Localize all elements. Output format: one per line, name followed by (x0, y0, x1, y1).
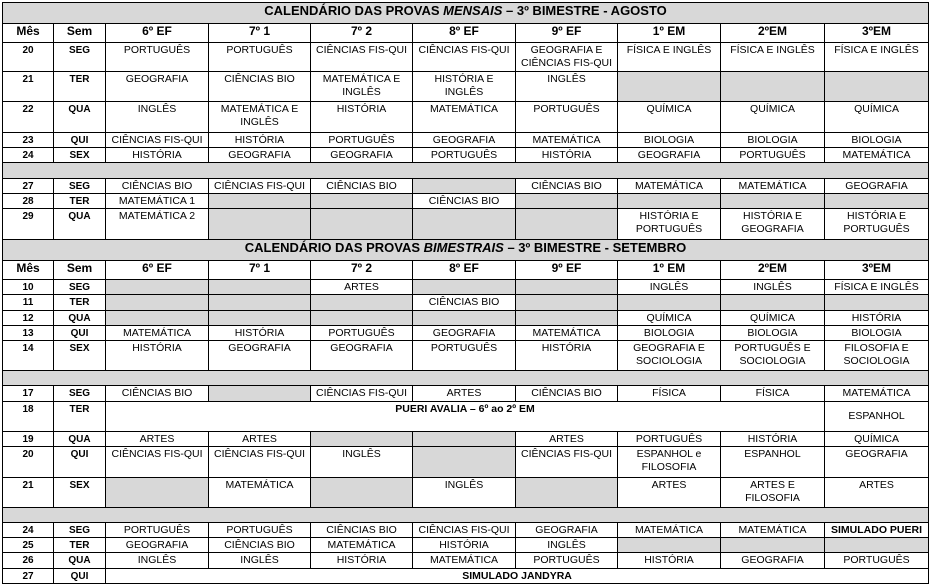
empty-cell (721, 538, 825, 553)
day-number: 28 (3, 194, 54, 209)
exam-cell: FILOSOFIA E SOCIOLOGIA (825, 340, 929, 370)
exam-cell: PORTUGUÊS (413, 147, 516, 162)
exam-cell: FÍSICA (618, 386, 721, 401)
section-title-text: CALENDÁRIO DAS PROVAS (264, 3, 444, 18)
day-number: 20 (3, 447, 54, 477)
exam-cell: HISTÓRIA (618, 553, 721, 568)
day-number: 24 (3, 523, 54, 538)
day-number: 12 (3, 310, 54, 325)
empty-cell (106, 477, 209, 507)
day-row (3, 386, 929, 401)
weekday: SEG (54, 280, 106, 295)
empty-cell (825, 295, 929, 310)
exam-cell: GEOGRAFIA (825, 447, 929, 477)
exam-cell: CIÊNCIAS FIS-QUI (311, 43, 413, 71)
day-row (3, 538, 929, 553)
weekday: SEG (54, 386, 106, 401)
exam-cell: MATEMÁTICA (516, 325, 618, 340)
column-header-row (3, 24, 929, 43)
exam-cell: INGLÊS (413, 477, 516, 507)
empty-cell (721, 295, 825, 310)
exam-cell: GEOGRAFIA (311, 340, 413, 370)
empty-cell (413, 179, 516, 194)
exam-cell: MATEMÁTICA (618, 179, 721, 194)
day-number: 17 (3, 386, 54, 401)
exam-cell: INGLÊS (516, 538, 618, 553)
section-title-italic: BIMESTRAIS (423, 239, 504, 255)
exam-cell: QUÍMICA (721, 102, 825, 132)
exam-cell: GEOGRAFIA (209, 147, 311, 162)
exam-cell: ARTES (413, 386, 516, 401)
column-header: Mês (3, 261, 54, 280)
empty-cell (209, 386, 311, 401)
exam-cell: GEOGRAFIA (311, 147, 413, 162)
empty-cell (413, 310, 516, 325)
weekday: QUA (54, 431, 106, 446)
empty-cell (516, 477, 618, 507)
day-row (3, 447, 929, 477)
day-row (3, 477, 929, 507)
day-number: 13 (3, 325, 54, 340)
exam-cell: PORTUGUÊS E SOCIOLOGIA (721, 340, 825, 370)
exam-cell: CIÊNCIAS FIS-QUI (516, 447, 618, 477)
column-header: 7º 2 (311, 261, 413, 280)
empty-cell (311, 194, 413, 209)
column-header: 7º 2 (311, 24, 413, 43)
section-title (3, 3, 929, 24)
weekday: QUA (54, 102, 106, 132)
exam-cell: MATEMÁTICA 2 (106, 209, 209, 239)
exam-cell: GEOGRAFIA (209, 340, 311, 370)
exam-cell: CIÊNCIAS BIO (106, 179, 209, 194)
exam-cell: CIÊNCIAS BIO (516, 179, 618, 194)
column-header: Sem (54, 261, 106, 280)
exam-cell: ARTES (618, 477, 721, 507)
exam-cell: MATEMÁTICA (618, 523, 721, 538)
empty-cell (209, 310, 311, 325)
weekday: QUI (54, 325, 106, 340)
column-header: 7º 1 (209, 24, 311, 43)
day-row (3, 209, 929, 239)
column-header: 1º EM (618, 261, 721, 280)
day-row (3, 310, 929, 325)
empty-cell (825, 194, 929, 209)
exam-cell: CIÊNCIAS BIO (311, 523, 413, 538)
exam-cell: FÍSICA E INGLÊS (618, 43, 721, 71)
empty-cell (516, 209, 618, 239)
exam-cell: GEOGRAFIA (106, 538, 209, 553)
weekday: SEX (54, 340, 106, 370)
weekday: TER (54, 401, 106, 431)
exam-cell: BIOLOGIA (825, 325, 929, 340)
day-row (3, 553, 929, 568)
empty-cell (413, 280, 516, 295)
column-header: 6º EF (106, 261, 209, 280)
empty-cell (106, 295, 209, 310)
exam-cell: CIÊNCIAS BIO (311, 179, 413, 194)
exam-cell: PORTUGUÊS (209, 43, 311, 71)
column-header: 2ºEM (721, 261, 825, 280)
section-title-row (3, 3, 929, 24)
empty-cell (311, 209, 413, 239)
empty-cell (209, 194, 311, 209)
exam-cell: FÍSICA (721, 386, 825, 401)
exam-cell: MATEMÁTICA (825, 147, 929, 162)
day-number: 19 (3, 431, 54, 446)
exam-cell: CIÊNCIAS BIO (209, 71, 311, 101)
empty-cell (209, 280, 311, 295)
empty-cell (721, 194, 825, 209)
day-number: 21 (3, 71, 54, 101)
exam-cell: HISTÓRIA E INGLÊS (413, 71, 516, 101)
exam-cell: GEOGRAFIA (106, 71, 209, 101)
weekday: QUI (54, 132, 106, 147)
exam-cell: HISTÓRIA (311, 102, 413, 132)
weekday: SEG (54, 523, 106, 538)
empty-cell (209, 209, 311, 239)
exam-cell: INGLÊS (516, 71, 618, 101)
exam-cell: MATEMÁTICA (209, 477, 311, 507)
section-title-italic: MENSAIS (443, 3, 503, 18)
day-row (3, 71, 929, 101)
day-row (3, 401, 929, 431)
exam-cell: HISTÓRIA (209, 132, 311, 147)
exam-cell: ARTES E FILOSOFIA (721, 477, 825, 507)
exam-cell: BIOLOGIA (825, 132, 929, 147)
empty-cell (413, 431, 516, 446)
exam-cell: PORTUGUÊS (825, 553, 929, 568)
exam-cell: QUÍMICA (825, 431, 929, 446)
exam-cell: CIÊNCIAS FIS-QUI (106, 447, 209, 477)
empty-cell (825, 71, 929, 101)
day-number: 25 (3, 538, 54, 553)
empty-cell (516, 194, 618, 209)
exam-cell: PORTUGUÊS (311, 325, 413, 340)
weekday: QUI (54, 447, 106, 477)
empty-cell (106, 310, 209, 325)
exam-cell: HISTÓRIA (209, 325, 311, 340)
exam-cell: HISTÓRIA (516, 340, 618, 370)
exam-cell: HISTÓRIA E PORTUGUÊS (825, 209, 929, 239)
exam-cell: BIOLOGIA (618, 132, 721, 147)
exam-cell: PORTUGUÊS (311, 132, 413, 147)
exam-cell: CIÊNCIAS FIS-QUI (209, 179, 311, 194)
exam-cell: PORTUGUÊS (413, 340, 516, 370)
empty-cell (618, 71, 721, 101)
exam-cell: HISTÓRIA E GEOGRAFIA (721, 209, 825, 239)
exam-cell: ESPANHOL (721, 447, 825, 477)
empty-cell (311, 431, 413, 446)
exam-cell: GEOGRAFIA E CIÊNCIAS FIS-QUI (516, 43, 618, 71)
spacer-row (3, 162, 929, 178)
exam-cell: INGLÊS (618, 280, 721, 295)
exam-cell: INGLÊS (106, 102, 209, 132)
exam-cell: MATEMÁTICA (721, 523, 825, 538)
column-header: Sem (54, 24, 106, 43)
empty-cell (618, 194, 721, 209)
exam-cell: MATEMÁTICA (413, 102, 516, 132)
exam-cell: QUÍMICA (618, 102, 721, 132)
weekday: TER (54, 71, 106, 101)
exam-cell: MATEMÁTICA (516, 132, 618, 147)
weekday: TER (54, 194, 106, 209)
exam-cell: CIÊNCIAS FIS-QUI (106, 132, 209, 147)
day-number: 27 (3, 179, 54, 194)
column-header: 9º EF (516, 24, 618, 43)
exam-cell: ARTES (311, 280, 413, 295)
column-header: 7º 1 (209, 261, 311, 280)
exam-cell: MATEMÁTICA E INGLÊS (209, 102, 311, 132)
exam-cell: HISTÓRIA (516, 147, 618, 162)
exam-cell: QUÍMICA (618, 310, 721, 325)
weekday: QUA (54, 209, 106, 239)
column-header: Mês (3, 24, 54, 43)
column-header: 8º EF (413, 24, 516, 43)
exam-cell: INGLÊS (209, 553, 311, 568)
exam-cell: CIÊNCIAS BIO (413, 295, 516, 310)
exam-cell: HISTÓRIA (721, 431, 825, 446)
empty-cell (721, 71, 825, 101)
spacer-row (3, 371, 929, 386)
exam-cell: PORTUGUÊS (721, 147, 825, 162)
exam-cell: ARTES (106, 431, 209, 446)
weekday: SEX (54, 477, 106, 507)
day-row (3, 340, 929, 370)
day-row (3, 147, 929, 162)
exam-cell: PORTUGUÊS (618, 431, 721, 446)
weekday: QUA (54, 310, 106, 325)
weekday: SEG (54, 43, 106, 71)
exam-cell: HISTÓRIA (413, 538, 516, 553)
day-number: 10 (3, 280, 54, 295)
section-title (3, 239, 929, 260)
exam-cell: HISTÓRIA E PORTUGUÊS (618, 209, 721, 239)
empty-cell (516, 295, 618, 310)
day-number: 27 (3, 568, 54, 583)
calendar-body (3, 3, 929, 584)
day-row (3, 431, 929, 446)
exam-cell: BIOLOGIA (721, 325, 825, 340)
exam-cell: FÍSICA E INGLÊS (721, 43, 825, 71)
empty-cell (209, 295, 311, 310)
exam-cell: MATEMÁTICA E INGLÊS (311, 71, 413, 101)
weekday: SEX (54, 147, 106, 162)
exam-cell: CIÊNCIAS FIS-QUI (413, 43, 516, 71)
exam-cell: PORTUGUÊS (209, 523, 311, 538)
column-header-row (3, 261, 929, 280)
empty-cell (413, 209, 516, 239)
day-number: 14 (3, 340, 54, 370)
empty-cell (311, 477, 413, 507)
day-number: 22 (3, 102, 54, 132)
exam-cell: MATEMÁTICA (106, 325, 209, 340)
exam-cell: ARTES (516, 431, 618, 446)
exam-cell: CIÊNCIAS BIO (516, 386, 618, 401)
exam-cell: CIÊNCIAS BIO (209, 538, 311, 553)
empty-cell (618, 538, 721, 553)
day-row (3, 194, 929, 209)
exam-cell: CIÊNCIAS BIO (106, 386, 209, 401)
exam-cell: HISTÓRIA (106, 340, 209, 370)
exam-cell: GEOGRAFIA (618, 147, 721, 162)
exam-cell: SIMULADO PUERI (825, 523, 929, 538)
column-header: 3ºEM (825, 261, 929, 280)
spacer-cell (3, 507, 929, 522)
empty-cell (618, 295, 721, 310)
empty-cell (516, 310, 618, 325)
weekday: QUA (54, 553, 106, 568)
day-number: 26 (3, 553, 54, 568)
weekday: QUI (54, 568, 106, 583)
exam-cell: BIOLOGIA (721, 132, 825, 147)
exam-cell: ARTES (825, 477, 929, 507)
exam-cell: PORTUGUÊS (516, 102, 618, 132)
exam-cell: MATEMÁTICA (825, 386, 929, 401)
column-header: 2ºEM (721, 24, 825, 43)
exam-cell: GEOGRAFIA E SOCIOLOGIA (618, 340, 721, 370)
exam-cell: CIÊNCIAS FIS-QUI (209, 447, 311, 477)
spacer-cell (3, 162, 929, 178)
exam-cell: GEOGRAFIA (825, 179, 929, 194)
day-number: 20 (3, 43, 54, 71)
exam-cell: INGLÊS (311, 447, 413, 477)
merged-event-cell: SIMULADO JANDYRA (106, 568, 929, 583)
day-number: 11 (3, 295, 54, 310)
exam-cell: MATEMÁTICA (311, 538, 413, 553)
exam-cell: PORTUGUÊS (106, 43, 209, 71)
section-title-suffix: – 3º BIMESTRE - AGOSTO (502, 3, 667, 18)
exam-cell: HISTÓRIA (311, 553, 413, 568)
section-title-text: CALENDÁRIO DAS PROVAS (244, 239, 424, 255)
column-header: 8º EF (413, 261, 516, 280)
exam-cell: PORTUGUÊS (106, 523, 209, 538)
empty-cell (516, 280, 618, 295)
exam-cell: ARTES (209, 431, 311, 446)
empty-cell (311, 295, 413, 310)
weekday: SEG (54, 179, 106, 194)
exam-cell: MATEMÁTICA 1 (106, 194, 209, 209)
day-number: 24 (3, 147, 54, 162)
exam-cell: MATEMÁTICA (413, 553, 516, 568)
exam-cell: GEOGRAFIA (516, 523, 618, 538)
empty-cell (106, 280, 209, 295)
exam-cell: CIÊNCIAS FIS-QUI (413, 523, 516, 538)
exam-cell: HISTÓRIA (106, 147, 209, 162)
exam-cell: QUÍMICA (721, 310, 825, 325)
weekday: TER (54, 538, 106, 553)
day-row (3, 102, 929, 132)
day-number: 23 (3, 132, 54, 147)
exam-cell: CIÊNCIAS FIS-QUI (311, 386, 413, 401)
exam-cell: GEOGRAFIA (413, 132, 516, 147)
empty-cell (311, 310, 413, 325)
exam-cell: FÍSICA E INGLÊS (825, 43, 929, 71)
day-row (3, 568, 929, 583)
exam-cell: GEOGRAFIA (721, 553, 825, 568)
exam-cell: GEOGRAFIA (413, 325, 516, 340)
day-row (3, 523, 929, 538)
day-row (3, 325, 929, 340)
empty-cell (413, 447, 516, 477)
exam-cell: INGLÊS (106, 553, 209, 568)
exam-cell: ESPANHOL e FILOSOFIA (618, 447, 721, 477)
day-number: 29 (3, 209, 54, 239)
exam-calendar-table (2, 2, 929, 584)
column-header: 6º EF (106, 24, 209, 43)
column-header: 9º EF (516, 261, 618, 280)
exam-cell: MATEMÁTICA (721, 179, 825, 194)
exam-cell: BIOLOGIA (618, 325, 721, 340)
section-title-suffix: – 3º BIMESTRE - SETEMBRO (503, 239, 687, 255)
day-row (3, 179, 929, 194)
column-header: 3ºEM (825, 24, 929, 43)
day-row (3, 280, 929, 295)
spacer-cell (3, 371, 929, 386)
exam-cell: PORTUGUÊS (516, 553, 618, 568)
day-row (3, 132, 929, 147)
day-row (3, 43, 929, 71)
exam-cell: HISTÓRIA (825, 310, 929, 325)
spacer-row (3, 507, 929, 522)
day-number: 21 (3, 477, 54, 507)
exam-cell: CIÊNCIAS BIO (413, 194, 516, 209)
weekday: TER (54, 295, 106, 310)
day-number: 18 (3, 401, 54, 431)
column-header: 1º EM (618, 24, 721, 43)
merged-event-cell: PUERI AVALIA – 6º ao 2º EM (106, 401, 825, 431)
exam-cell: FÍSICA E INGLÊS (825, 280, 929, 295)
exam-cell: QUÍMICA (825, 102, 929, 132)
day-row (3, 295, 929, 310)
section-title-row (3, 239, 929, 260)
exam-cell: INGLÊS (721, 280, 825, 295)
exam-cell: ESPANHOL (825, 401, 929, 431)
empty-cell (825, 538, 929, 553)
